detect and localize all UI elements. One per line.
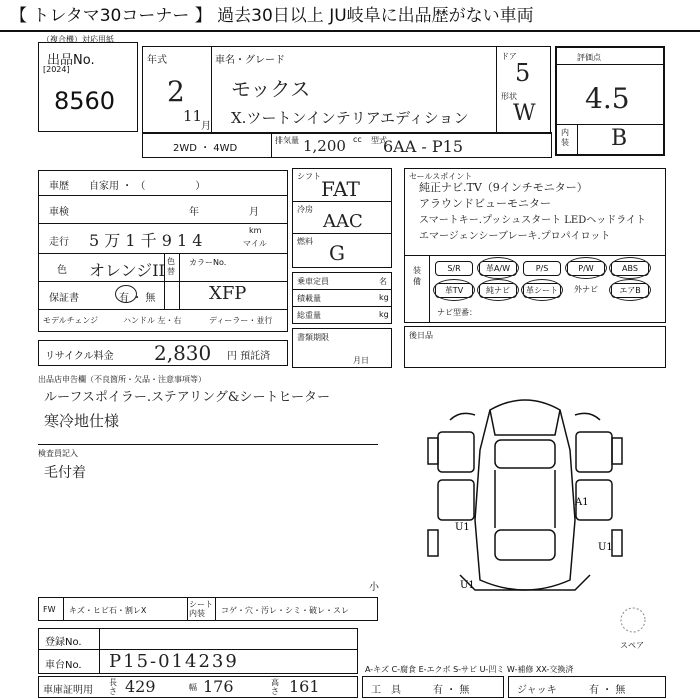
year-era: 2 — [167, 75, 185, 108]
model-code-value: 6AA - P15 — [383, 137, 463, 156]
door-front-left — [438, 432, 474, 472]
doors-value: 5 — [515, 59, 531, 87]
year-month-unit: 月 — [201, 121, 211, 132]
notes-line-2: 寒冷地仕様 — [44, 412, 120, 430]
car-outline — [475, 400, 575, 590]
defects-seat-items: コゲ・穴・汚レ・シミ・破レ・スレ — [221, 606, 349, 615]
equipment-label: 装備 — [413, 266, 421, 286]
warranty-label: 保証書 — [49, 293, 79, 304]
notes-label: 出品店申告欄（不良箇所・欠品・注意事項等） — [38, 375, 206, 384]
wheel-rear-left — [428, 530, 438, 556]
inspection-label: 車検 — [49, 207, 69, 218]
inspector-box — [38, 446, 378, 594]
defects-seat-label: シート内装 — [189, 600, 213, 618]
recycle-label: リサイクル料金 — [45, 351, 114, 362]
model-code-label: 型式 — [371, 136, 387, 145]
equip-chip-aw: 革A/W — [479, 261, 517, 276]
chassis-label: 車台No. — [45, 660, 82, 671]
mark-a1: A1 — [575, 497, 589, 508]
equip-chip-tv: 革TV — [435, 283, 473, 298]
mileage-unit-mile: マイル — [243, 239, 267, 248]
load-label: 積載量 — [297, 294, 321, 303]
score-value: 4.5 — [585, 82, 630, 115]
defects-mark: 小 — [369, 582, 379, 593]
vehicle-info-table — [38, 170, 288, 332]
notes-box — [38, 372, 378, 444]
lot-label: 出品No. — [47, 53, 95, 68]
tools-box — [362, 676, 504, 698]
docs-unit: 月日 — [353, 356, 369, 365]
door-front-right — [576, 432, 612, 472]
registration-label: 登録No. — [45, 637, 82, 648]
year-label: 年式 — [147, 55, 167, 66]
rear-items-box — [404, 326, 666, 368]
model-label: 車名・グレード — [215, 55, 285, 66]
sales-point-line-3: スマートキー.プッシュスタート LEDヘッドライト — [419, 215, 646, 226]
form-subtitle: （複合機）対応用紙 — [42, 35, 114, 44]
equip-circle-abs — [609, 257, 651, 279]
sales-point-label: セールスポイント — [409, 172, 473, 181]
model-grade: X.ツートンインテリアエディション — [231, 109, 469, 127]
displacement-value: 1,200 — [303, 137, 346, 155]
notes-line-1: ルーフスポイラー.ステアリング&シートヒーター — [44, 390, 330, 405]
score-box — [555, 46, 665, 156]
handle-label: ハンドル 左・右 — [123, 316, 182, 325]
year-model-box — [142, 46, 497, 134]
history-value: 自家用 ・ （ ） — [89, 181, 206, 192]
equip-circle-pw — [565, 257, 607, 279]
mark-u1-left: U1 — [455, 522, 470, 533]
spare-tire-icon — [618, 605, 648, 635]
aircon-value: AAC — [323, 211, 363, 232]
body-type-value: W — [513, 101, 536, 126]
equip-chip-pw: P/W — [567, 261, 605, 276]
warranty-options: 有 ・ 無 — [119, 293, 156, 304]
sales-point-line-2: アラウンドビューモニター — [419, 197, 551, 210]
shift-label: シフト — [297, 172, 321, 181]
shift-value: FAT — [321, 177, 360, 201]
equip-chip-seat: 革シート — [523, 283, 561, 298]
mark-u1-right: U1 — [598, 542, 613, 553]
defects-row — [38, 582, 379, 621]
docs-box — [292, 328, 392, 368]
equip-circle-airbag — [609, 279, 651, 301]
cert-width: 176 — [203, 677, 234, 696]
mileage-label: 走行 — [49, 237, 69, 248]
sales-point-box — [404, 168, 666, 323]
inspection-year: 年 — [189, 207, 199, 218]
car-roof-lines — [495, 470, 555, 528]
mark-u1-rear: U1 — [460, 580, 475, 591]
interior-label: 内装 — [561, 128, 569, 147]
dealer-label: ディーラー・並行 — [209, 316, 273, 325]
year-month: 11 — [183, 107, 203, 125]
sales-point-line-1: 純正ナビ.TV（9インチモニター） — [419, 181, 588, 194]
cert-width-label: 幅 — [189, 683, 197, 692]
color-label: 色 — [57, 265, 67, 276]
wheel-front-left — [428, 438, 438, 464]
drive-row — [142, 132, 552, 158]
riders-label: 乗車定員 — [297, 277, 329, 286]
interior-value: B — [611, 126, 628, 151]
car-windshield — [495, 440, 555, 468]
mileage-value: 5 万 1 千 9 1 4 — [89, 231, 203, 250]
car-rear-window — [495, 530, 555, 560]
fuel-value: G — [329, 241, 345, 265]
warranty-circle — [115, 285, 137, 303]
jack-box — [508, 676, 666, 698]
body-type-label: 形状 — [501, 92, 517, 101]
model-name: モックス — [231, 77, 311, 101]
doors-label: ドア — [501, 52, 517, 61]
lot-number: 8560 — [54, 87, 116, 115]
color-no-value: XFP — [209, 283, 247, 304]
spare-label: スペア — [620, 641, 644, 650]
banner-title: 【 トレタマ30コーナー 】 過去30日以上 JU岐阜に出品歴がない車両 — [0, 0, 700, 32]
recycle-unit: 円 預託済 — [227, 351, 271, 362]
cert-height-label: 高さ — [271, 678, 279, 696]
weight-unit: kg — [379, 310, 389, 319]
cert-length: 429 — [125, 677, 156, 696]
equip-chip-abs: ABS — [611, 261, 649, 276]
lot-box — [38, 42, 138, 132]
color-value: オレンジII — [89, 261, 165, 280]
equip-chip-sr: S/R — [435, 261, 473, 276]
aircon-label: 冷房 — [297, 205, 313, 214]
recycle-value: 2,830 — [154, 341, 212, 365]
displacement-unit: cc — [353, 135, 362, 144]
car-hood-line — [490, 410, 560, 435]
inspector-line-1: 毛付着 — [44, 465, 86, 481]
equip-chip-navi: 純ナビ — [479, 283, 517, 298]
equip-circle-aw — [477, 257, 519, 279]
equip-chip-ext-navi: 外ナビ — [574, 285, 598, 294]
chassis-value: P15-014239 — [109, 651, 239, 672]
door-rear-left — [438, 480, 474, 520]
displacement-label: 排気量 — [275, 136, 299, 145]
car-diagram — [420, 390, 630, 605]
weight-label: 総重量 — [297, 311, 321, 320]
recycle-row — [38, 340, 288, 366]
sales-point-line-4: エマージェンシーブレーキ.プロパイロット — [419, 231, 611, 242]
equip-circle-tv — [433, 279, 475, 301]
tools-label: 工 具 — [371, 685, 401, 696]
drive-label: 2WD ・ 4WD — [173, 143, 238, 154]
cert-length-label: 長さ — [109, 678, 117, 696]
history-label: 車歴 — [49, 181, 69, 192]
damage-legend: A-キズ C-腐食 E-エクボ S-サビ U-凹ミ W-補修 XX-交換済 — [365, 665, 574, 674]
cert-label: 車庫証明用 — [43, 685, 93, 696]
load-unit: kg — [379, 293, 389, 302]
jack-options: 有 ・ 無 — [589, 685, 626, 696]
score-label: 評価点 — [577, 53, 601, 62]
equip-chip-ps: P/S — [523, 261, 561, 276]
inspector-label: 検査員記入 — [38, 449, 78, 458]
inspection-month: 月 — [249, 207, 259, 218]
equip-chip-airbag: エアB — [611, 283, 649, 298]
mirror-lines — [450, 413, 600, 420]
tools-options: 有 ・ 無 — [433, 685, 470, 696]
mileage-unit-km: km — [249, 226, 262, 235]
jack-label: ジャッキ — [517, 685, 557, 696]
cert-row — [38, 676, 358, 698]
wheel-front-right — [612, 438, 622, 464]
equip-circle-navi — [477, 279, 519, 301]
navi-model-label: ナビ型番： — [437, 308, 477, 317]
wheel-rear-right — [612, 530, 622, 556]
riders-unit: 名 — [379, 277, 387, 286]
doors-box — [496, 46, 551, 134]
registration-box — [38, 628, 358, 674]
lot-year-stamp: [2024] — [43, 65, 70, 74]
color-change-label: 色替 — [167, 257, 175, 276]
rear-items-label: 後日品 — [409, 331, 433, 340]
defects-items: キズ・ヒビ石・割レX — [69, 606, 147, 615]
model-change-label: モデルチェンジ — [43, 316, 99, 325]
capacity-box — [292, 272, 392, 324]
equip-circle-seat — [521, 279, 563, 301]
defects-fw-label: FW — [43, 605, 56, 614]
cert-height: 161 — [289, 677, 320, 696]
shift-box — [292, 168, 392, 268]
color-no-label: カラーNo. — [189, 258, 227, 267]
docs-label: 書類期限 — [297, 333, 329, 342]
fuel-label: 燃料 — [297, 237, 313, 246]
